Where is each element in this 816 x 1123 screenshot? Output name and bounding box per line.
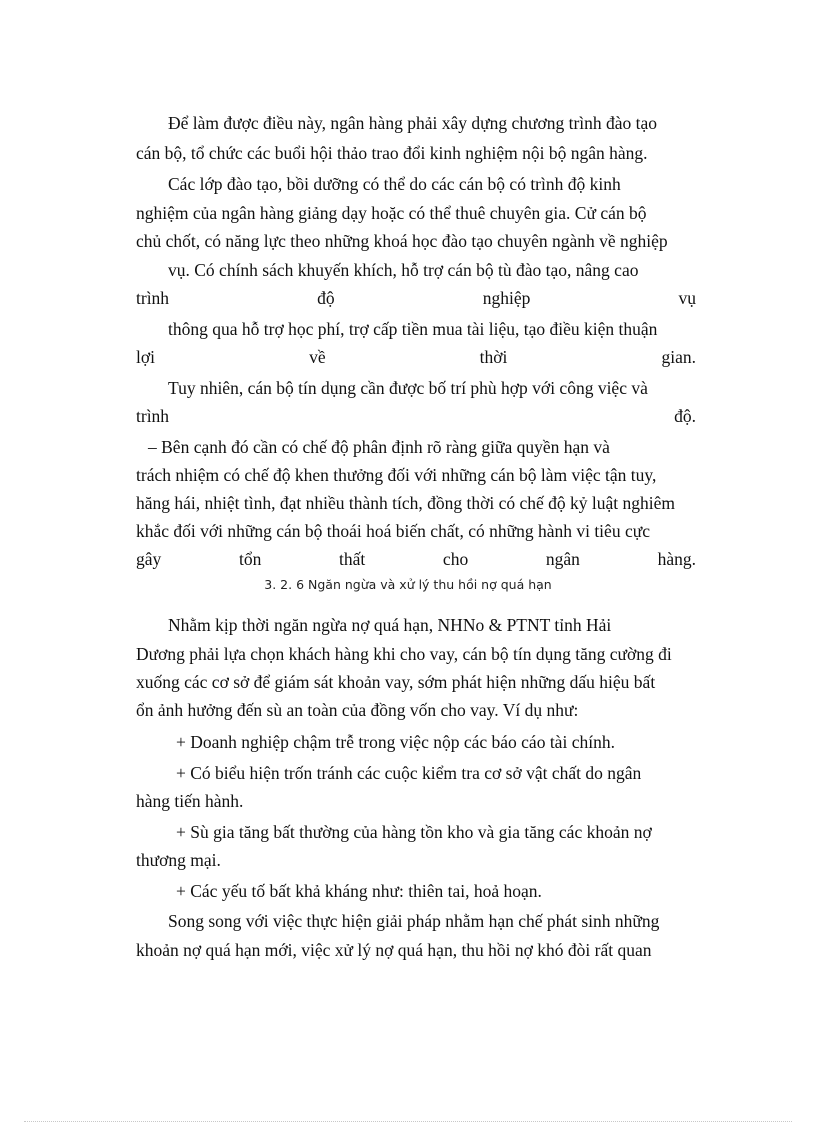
paragraph-line: Tuy nhiên, cán bộ tín dụng cần được bố trí phù hợp với công việc và — [168, 378, 648, 398]
word: ngân — [545, 549, 580, 569]
word: nghiệp — [482, 288, 531, 308]
word: thất — [339, 549, 366, 569]
bullet-item-continuation: thương mại. — [136, 850, 221, 870]
paragraph-line: thông qua hỗ trợ học phí, trợ cấp tiền mua tài liệu, tạo điều kiện thuận — [168, 319, 658, 339]
word: thời — [479, 347, 508, 367]
paragraph-line: khắc đối với những cán bộ thoái hoá biến chất, có những hành vi tiêu cực — [136, 521, 650, 541]
paragraph-line: chủ chốt, có năng lực theo những khoá học đào tạo chuyên ngành về nghiệp — [136, 231, 668, 251]
word: lợi — [136, 347, 155, 367]
paragraph-line: Nhằm kịp thời ngăn ngừa nợ quá hạn, NHNo & PTNT tỉnh Hải — [168, 615, 612, 635]
justified-line — [136, 405, 696, 427]
paragraph-line: trách nhiệm có chế độ khen thưởng đối với những cán bộ làm việc tận tuy, — [136, 465, 657, 485]
paragraph-line: xuống các cơ sở để giám sát khoản vay, sớm phát hiện những dấu hiệu bất — [136, 672, 656, 692]
justified-line — [136, 287, 696, 309]
paragraph-line: – Bên cạnh đó cần có chế độ phân định rõ ràng giữa quyền hạn và — [148, 437, 610, 457]
word: độ. — [674, 406, 696, 426]
justified-line — [136, 346, 696, 368]
bullet-item: + Có biểu hiện trốn tránh các cuộc kiểm tra cơ sở vật chất do ngân — [176, 763, 642, 783]
paragraph-line: Song song với việc thực hiện giải pháp nhằm hạn chế phát sinh những — [168, 911, 660, 931]
word: độ — [317, 288, 335, 308]
word: trình — [136, 288, 170, 308]
page-bottom-rule — [24, 1121, 792, 1122]
word: trình — [136, 406, 170, 426]
paragraph-line: Dương phải lựa chọn khách hàng khi cho vay, cán bộ tín dụng tăng cường đi — [136, 644, 672, 664]
paragraph-line: hăng hái, nhiệt tình, đạt nhiều thành tích, đồng thời có chế độ kỷ luật nghiêm — [136, 493, 676, 513]
paragraph-line: vụ. Có chính sách khuyến khích, hỗ trợ cán bộ tù đào tạo, nâng cao — [168, 260, 639, 280]
bullet-item: + Các yếu tố bất khả kháng như: thiên tai, hoả hoạn. — [176, 881, 542, 901]
word: về — [309, 347, 326, 367]
word: tổn — [238, 549, 262, 569]
bullet-item: + Sù gia tăng bất thường của hàng tồn kho và gia tăng các khoản nợ — [176, 822, 652, 842]
word: cho — [442, 549, 469, 569]
bullet-item-continuation: hàng tiến hành. — [136, 791, 244, 811]
word: gian. — [661, 347, 696, 367]
bullet-item: + Doanh nghiệp chậm trễ trong việc nộp các báo cáo tài chính. — [176, 732, 615, 752]
section-heading: 3. 2. 6 Ngăn ngừa và xử lý thu hồi nợ quá hạn — [264, 577, 552, 592]
word: hàng. — [657, 549, 696, 569]
paragraph-line: ổn ảnh hưởng đến sù an toàn của đồng vốn cho vay. Ví dụ như: — [136, 700, 579, 720]
justified-line — [136, 548, 696, 570]
paragraph-line: Để làm được điều này, ngân hàng phải xây dựng chương trình đào tạo — [168, 113, 658, 133]
word: gây — [136, 549, 162, 569]
word: vụ — [678, 288, 696, 308]
paragraph-line: cán bộ, tổ chức các buổi hội thảo trao đổi kinh nghiệm nội bộ ngân hàng. — [136, 143, 648, 163]
paragraph-line: Các lớp đào tạo, bồi dưỡng có thể do các cán bộ có trình độ kinh — [168, 174, 621, 194]
paragraph-line: nghiệm của ngân hàng giảng dạy hoặc có thể thuê chuyên gia. Cử cán bộ — [136, 203, 647, 223]
paragraph-line: khoản nợ quá hạn mới, việc xử lý nợ quá hạn, thu hồi nợ khó đòi rất quan — [136, 940, 652, 960]
